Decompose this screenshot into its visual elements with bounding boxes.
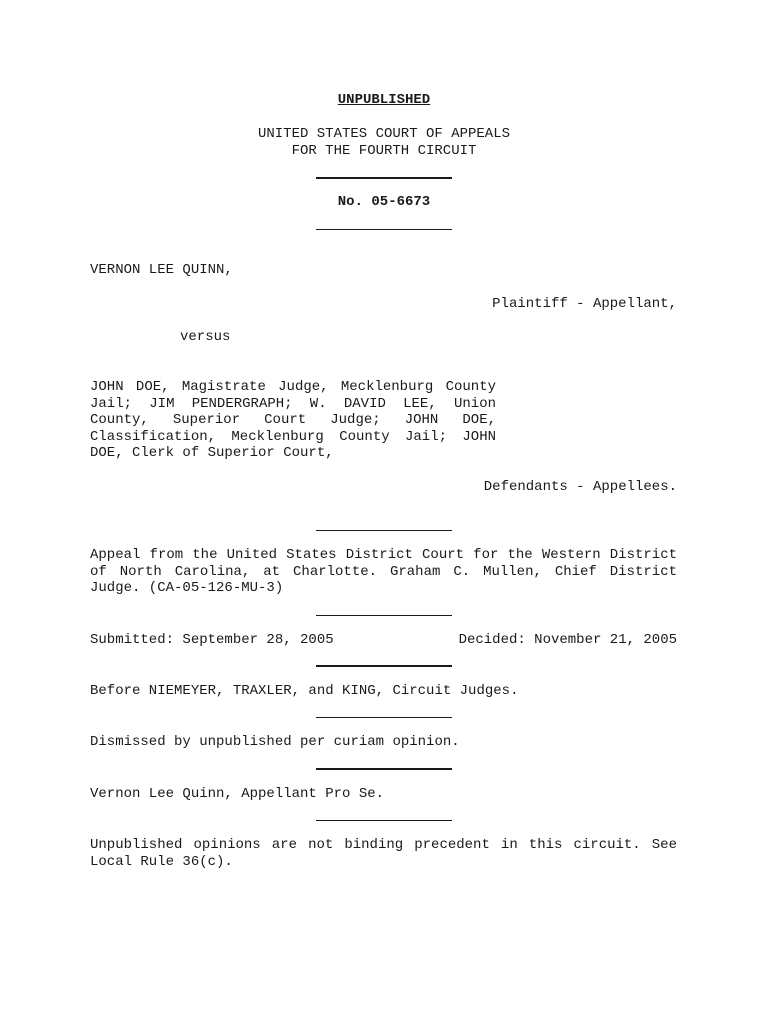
submitted-date: Submitted: September 28, 2005 — [90, 632, 334, 648]
court-name-line2: FOR THE FOURTH CIRCUIT — [291, 143, 477, 159]
versus-text: versus — [180, 329, 231, 345]
defendants-list: JOHN DOE, Magistrate Judge, Mecklenburg County Jail; JIM PENDERGRAPH; W. DAVID LEE, Union County, Superior Court Judge; JOHN DOE, Classification, Mecklenburg County Jail; JOHN DOE, Clerk of Superior Court, — [90, 379, 496, 462]
case-number: No. 05-6673 — [337, 194, 431, 210]
defendants-role: Defendants - Appellees. — [483, 479, 677, 495]
divider-rule — [316, 717, 452, 718]
divider-rule — [316, 768, 452, 770]
plaintiff-role: Plaintiff - Appellant, — [492, 296, 677, 312]
divider-rule — [316, 530, 452, 531]
disposition-text: Dismissed by unpublished per curiam opinion. — [90, 734, 460, 750]
court-name-line1: UNITED STATES COURT OF APPEALS — [257, 126, 511, 142]
divider-rule — [316, 229, 452, 230]
counsel-text: Vernon Lee Quinn, Appellant Pro Se. — [90, 786, 385, 802]
divider-rule — [316, 615, 452, 616]
unpublished-heading: UNPUBLISHED — [337, 92, 431, 108]
divider-rule — [316, 665, 452, 667]
appeal-paragraph: Appeal from the United States District Court for the Western District of North Carolina, at Charlotte. Graham C. Mullen, Chief District Judge. (CA-05-126-MU-3) — [90, 547, 677, 597]
divider-rule — [316, 177, 452, 179]
divider-rule — [316, 820, 452, 821]
precedent-notice: Unpublished opinions are not binding precedent in this circuit. See Local Rule 36(c). — [90, 837, 677, 870]
decided-date: Decided: November 21, 2005 — [458, 632, 677, 648]
panel-judges: Before NIEMEYER, TRAXLER, and KING, Circuit Judges. — [90, 683, 519, 699]
plaintiff-name: VERNON LEE QUINN, — [90, 262, 233, 278]
